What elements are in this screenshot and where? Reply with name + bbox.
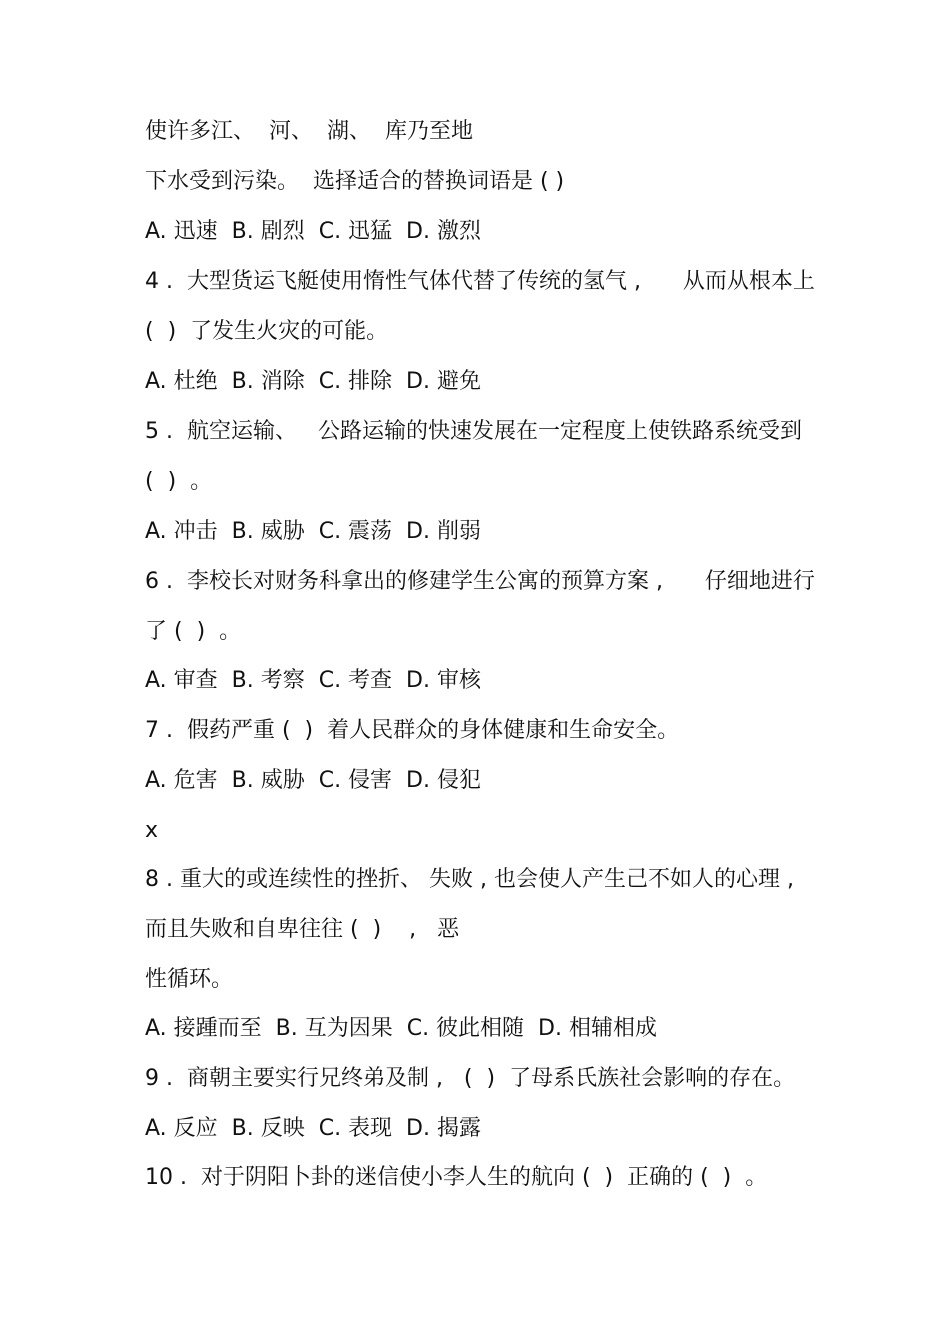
question-6-continued: 了 ( ) 。 xyxy=(145,619,242,644)
question-4-continued: ( ) 了发生火灾的可能。 xyxy=(145,319,389,344)
question-9: 9 . 商朝主要实行兄终弟及制 , ( ) 了母系氏族社会影响的存在。 xyxy=(145,1066,796,1091)
question-10: 10 . 对于阴阳卜卦的迷信使小李人生的航向 ( ) 正确的 ( ) 。 xyxy=(145,1165,768,1190)
question-stem: 下水受到污染。 选择适合的替换词语是 ( ) xyxy=(145,169,565,194)
question-6: 6 . 李校长对财务科拿出的修建学生公寓的预算方案 , 仔细地进行 xyxy=(145,569,815,594)
question-8-continued: 性循环。 xyxy=(145,967,234,992)
answer-options: A. 迅速 B. 剧烈 C. 迅猛 D. 激烈 xyxy=(145,219,481,244)
stray-mark: x xyxy=(145,818,159,843)
text-line: 使许多江、 河、 湖、 库乃至地 xyxy=(145,119,473,144)
question-5: 5 . 航空运输、 公路运输的快速发展在一定程度上使铁路系统受到 xyxy=(145,419,802,444)
answer-options: A. 接踵而至 B. 互为因果 C. 彼此相随 D. 相辅相成 xyxy=(145,1016,657,1041)
answer-options: A. 冲击 B. 威胁 C. 震荡 D. 削弱 xyxy=(145,519,481,544)
question-4: 4 . 大型货运飞艇使用惰性气体代替了传统的氢气 , 从而从根本上 xyxy=(145,269,815,294)
question-5-continued: ( ) 。 xyxy=(145,469,213,494)
answer-options: A. 审查 B. 考察 C. 考查 D. 审核 xyxy=(145,668,481,693)
question-8-continued: 而且失败和自卑往往 ( ) , 恶 xyxy=(145,917,460,942)
answer-options: A. 危害 B. 威胁 C. 侵害 D. 侵犯 xyxy=(145,768,481,793)
question-8: 8 . 重大的或连续性的挫折、 失败 , 也会使人产生己不如人的心理 , xyxy=(145,867,794,892)
answer-options: A. 反应 B. 反映 C. 表现 D. 揭露 xyxy=(145,1116,481,1141)
answer-options: A. 杜绝 B. 消除 C. 排除 D. 避免 xyxy=(145,369,481,394)
question-7: 7 . 假药严重 ( ) 着人民群众的身体健康和生命安全。 xyxy=(145,718,680,743)
